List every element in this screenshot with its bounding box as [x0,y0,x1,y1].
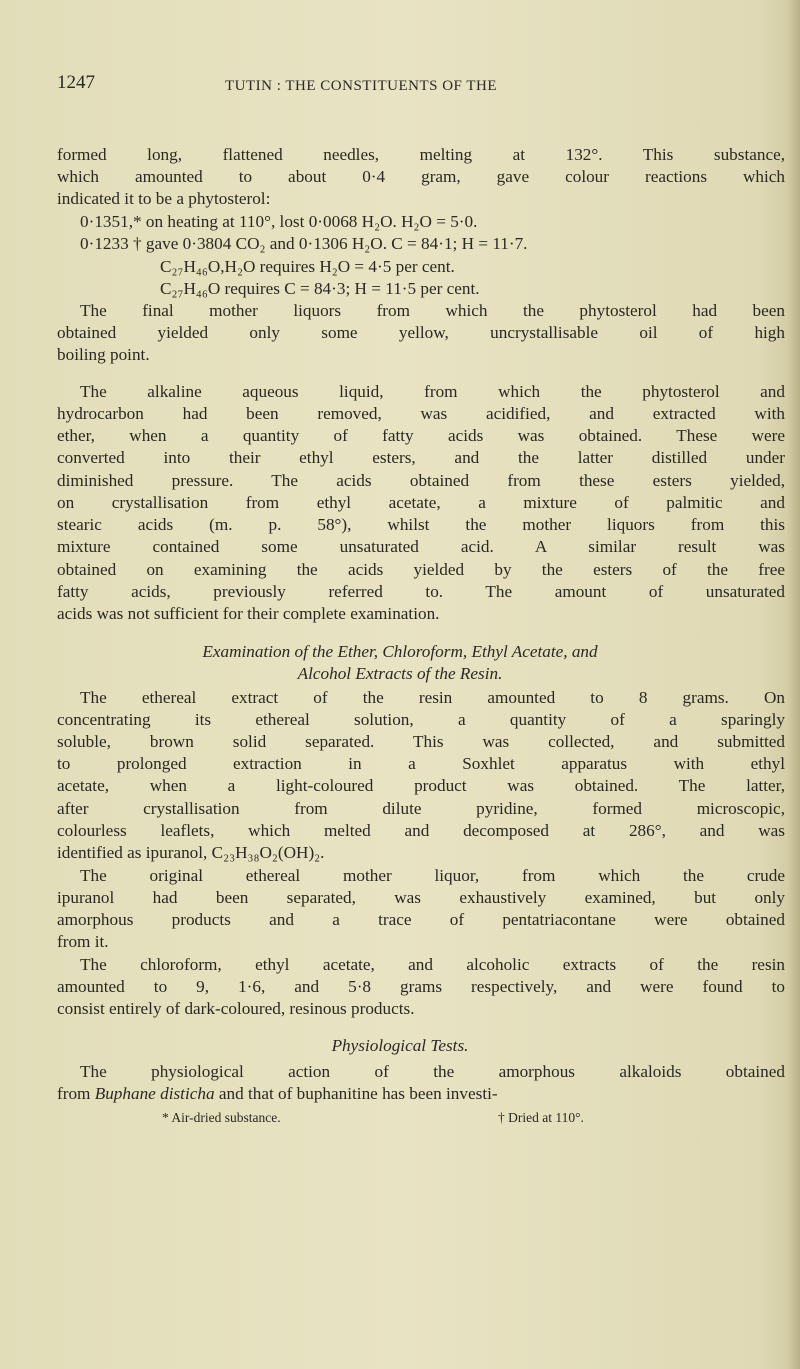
text-line: The original ethereal mother liquor, from which the crude [80,866,785,885]
text-line: ipuranol had been separated, was exhaustively examined, but only [57,888,785,907]
text-line: The alkaline aqueous liquid, from which the phytosterol and [80,382,785,401]
text-line: stearic acids (m. p. 58°), whilst the mother liquors from this [57,515,785,534]
text-line: which amounted to about 0·4 gram, gave colour reactions which [57,167,785,186]
text-line: to prolonged extraction in a Soxhlet apparatus with ethyl [57,754,785,773]
text-line: identified as ipuranol, C₂₃H₃₈O₂(OH)₂. [57,843,325,862]
text-line: formed long, flattened needles, melting at 132°. This substance, [57,145,785,164]
text-line [57,1084,498,1104]
text-line: amorphous products and a trace of pentatriacontane were obtained [57,910,785,929]
text-line: fatty acids, previously referred to. The amount of unsaturated [57,582,785,601]
text-line: after crystallisation from dilute pyridine, formed microscopic, [57,799,785,818]
running-head: TUTIN : THE CONSTITUENTS OF THE [225,78,498,94]
text-line: The physiological action of the amorphous alkaloids obtained [80,1062,785,1081]
text-line: The chloroform, ethyl acetate, and alcoholic extracts of the resin [80,955,785,974]
footnote-air-dried: * Air-dried substance. [162,1110,281,1125]
text-line: consist entirely of dark-coloured, resinous products. [57,999,415,1018]
text-segment: and that of buphanitine has been investi- [214,1084,498,1103]
section-heading: Alcohol Extracts of the Resin. [297,664,503,683]
section-heading: Physiological Tests. [331,1036,469,1055]
text-line: ether, when a quantity of fatty acids was obtained. These were [57,426,785,445]
text-line: from it. [57,932,109,951]
analysis-line: 0·1351,* on heating at 110°, lost 0·0068 H₂O. H₂O = 5·0. [80,212,478,231]
text-line: hydrocarbon had been removed, was acidified, and extracted with [57,404,785,423]
text-line: amounted to 9, 1·6, and 5·8 grams respectively, and were found to [57,977,785,996]
text-line: acids was not sufficient for their complete examination. [57,604,440,623]
text-line: indicated it to be a phytosterol: [57,189,271,208]
text-line: mixture contained some unsaturated acid. A similar result was [57,537,785,556]
text-line: boiling point. [57,345,150,364]
section-heading: Examination of the Ether, Chloroform, Ethyl Acetate, and [202,642,598,661]
page-edge [786,0,800,1369]
text-line: obtained on examining the acids yielded by the esters of the free [57,560,785,579]
footnote-dried: † Dried at 110°. [498,1110,584,1125]
text-line: converted into their ethyl esters, and the latter distilled under [57,448,785,467]
text-line: diminished pressure. The acids obtained from these esters yielded, [57,471,785,490]
text-line: on crystallisation from ethyl acetate, a mixture of palmitic and [57,493,785,512]
text-line: obtained yielded only some yellow, uncrystallisable oil of high [57,323,785,342]
analysis-line: C₂₇H₄₆O requires C = 84·3; H = 11·5 per cent. [160,279,480,298]
text-line: soluble, brown solid separated. This was collected, and submitted [57,732,785,751]
page-number: 1247 [57,72,95,93]
analysis-line: C₂₇H₄₆O,H₂O requires H₂O = 4·5 per cent. [160,257,455,276]
analysis-line: 0·1233 † gave 0·3804 CO₂ and 0·1306 H₂O. C = 84·1; H = 11·7. [80,234,528,253]
text-segment: from [57,1084,95,1103]
text-line: The ethereal extract of the resin amounted to 8 grams. On [80,688,785,707]
text-line: concentrating its ethereal solution, a quantity of a sparingly [57,710,785,729]
text-line: acetate, when a light-coloured product was obtained. The latter, [57,776,785,795]
species-name: Buphane disticha [94,1084,215,1103]
text-line: colourless leaflets, which melted and decomposed at 286°, and was [57,821,785,840]
text-line: The final mother liquors from which the phytosterol had been [80,301,785,320]
